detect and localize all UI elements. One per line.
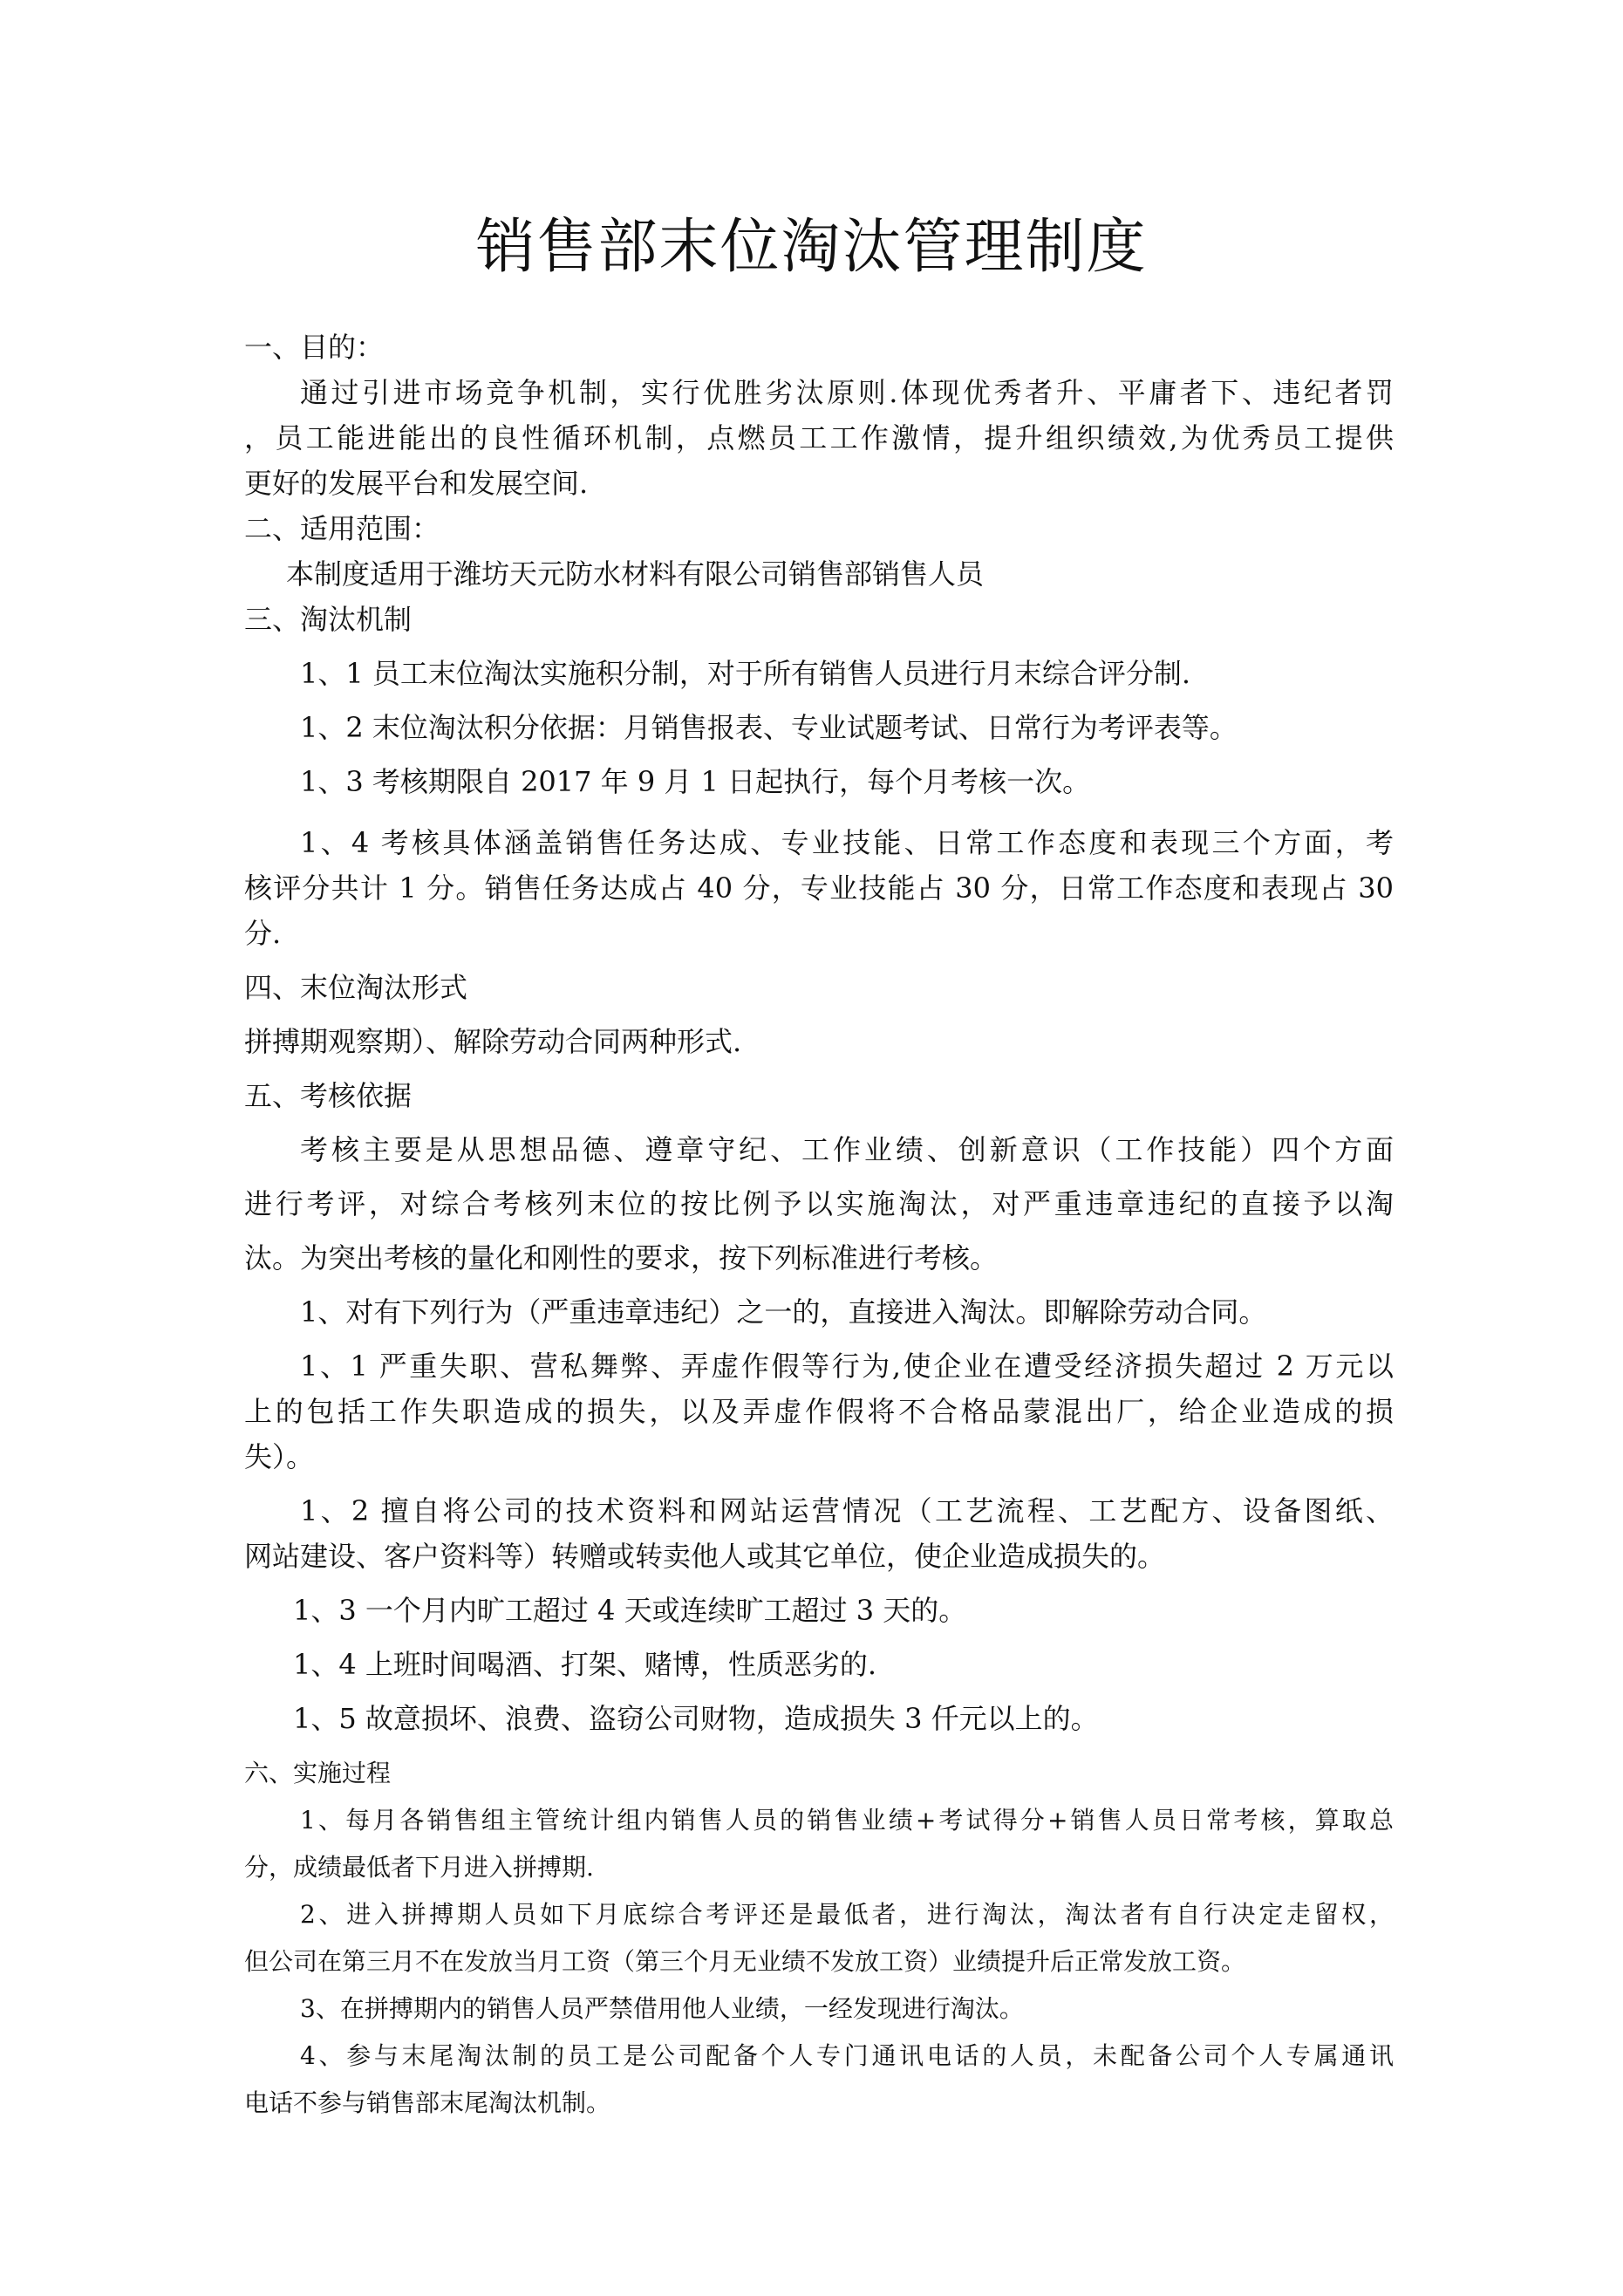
paragraph-line: 电话不参与销售部末尾淘汰机制。 — [244, 2088, 611, 2117]
paragraph-line: 拼搏期观察期）、解除劳动合同两种形式. — [244, 1025, 742, 1058]
paragraph-line: 分，成绩最低者下月进入拼搏期. — [244, 1853, 594, 1882]
process-item: 4、参与末尾淘汰制的员工是公司配备个人专门通讯电话的人员，未配备公司个人专属通讯 — [300, 2041, 1394, 2070]
rule-item: 1、4 上班时间喝酒、打架、赌博，性质恶劣的. — [293, 1648, 877, 1681]
paragraph-line: 汰。为突出考核的量化和刚性的要求，按下列标准进行考核。 — [244, 1241, 999, 1274]
process-item: 3、在拼搏期内的销售人员严禁借用他人业绩，一经发现进行淘汰。 — [300, 1994, 1024, 2023]
paragraph-line: 本制度适用于潍坊天元防水材料有限公司销售部销售人员 — [286, 557, 985, 591]
paragraph-line: 进行考评，对综合考核列末位的按比例予以实施淘汰，对严重违章违纪的直接予以淘 — [244, 1187, 1394, 1220]
section-heading-form: 四、末位淘汰形式 — [244, 971, 468, 1004]
paragraph-line: 核评分共计 1 分。销售任务达成占 40 分，专业技能占 30 分，日常工作态度和表现占 30 — [244, 871, 1394, 905]
section-heading-scope: 二、适用范围： — [244, 512, 440, 545]
paragraph-line: 网站建设、客户资料等）转赠或转卖他人或其它单位，使企业造成损失的。 — [244, 1540, 1166, 1573]
paragraph-line: 通过引进市场竞争机制，实行优胜劣汰原则.体现优秀者升、平庸者下、违纪者罚 — [300, 376, 1394, 409]
paragraph-line: 考核主要是从思想品德、遵章守纪、工作业绩、创新意识（工作技能）四个方面 — [300, 1133, 1394, 1166]
paragraph-line: 分. — [244, 917, 282, 950]
rule-item: 1、3 一个月内旷工超过 4 天或连续旷工超过 3 天的。 — [293, 1594, 967, 1627]
paragraph-line: ，员工能进能出的良性循环机制，点燃员工工作激情，提升组织绩效,为优秀员工提供 — [244, 421, 1394, 454]
clause-item: 1、3 考核期限自 2017 年 9 月 1 日起执行，每个月考核一次。 — [300, 765, 1091, 798]
document-body — [244, 325, 1394, 2127]
rule-item: 1、1 严重失职、营私舞弊、弄虚作假等行为,使企业在遭受经济损失超过 2 万元以 — [300, 1350, 1394, 1383]
section-heading-process: 六、实施过程 — [244, 1759, 392, 1787]
paragraph-line: 失）。 — [244, 1440, 315, 1473]
paragraph-line: 上的包括工作失职造成的损失，以及弄虚作假将不合格品蒙混出厂，给企业造成的损 — [244, 1395, 1394, 1428]
clause-item: 1、1 员工末位淘汰实施积分制，对于所有销售人员进行月末综合评分制. — [300, 657, 1191, 690]
section-heading-basis: 五、考核依据 — [244, 1079, 413, 1112]
rule-item: 1、2 擅自将公司的技术资料和网站运营情况（工艺流程、工艺配方、设备图纸、 — [300, 1494, 1394, 1527]
paragraph-line: 但公司在第三月不在发放当月工资（第三个月无业绩不发放工资）业绩提升后正常发放工资。 — [244, 1947, 1246, 1976]
process-item: 1、每月各销售组主管统计组内销售人员的销售业绩+考试得分+销售人员日常考核，算取总 — [300, 1806, 1394, 1835]
paragraph-line: 更好的发展平台和发展空间. — [244, 467, 589, 500]
rule-item: 1、对有下列行为（严重违章违纪）之一的，直接进入淘汰。即解除劳动合同。 — [300, 1295, 1267, 1329]
clause-item: 1、4 考核具体涵盖销售任务达成、专业技能、日常工作态度和表现三个方面，考 — [300, 826, 1394, 859]
process-item: 2、进入拼搏期人员如下月底综合考评还是最低者，进行淘汰，淘汰者有自行决定走留权， — [300, 1900, 1394, 1929]
rule-item: 1、5 故意损坏、浪费、盗窃公司财物，造成损失 3 仟元以上的。 — [293, 1702, 1099, 1735]
section-heading-purpose: 一、目的： — [244, 331, 385, 364]
section-heading-mechanism: 三、淘汰机制 — [244, 603, 413, 636]
clause-item: 1、2 末位淘汰积分依据：月销售报表、专业试题考试、日常行为考评表等。 — [300, 711, 1238, 744]
document-title: 销售部末位淘汰管理制度 — [475, 212, 1148, 282]
